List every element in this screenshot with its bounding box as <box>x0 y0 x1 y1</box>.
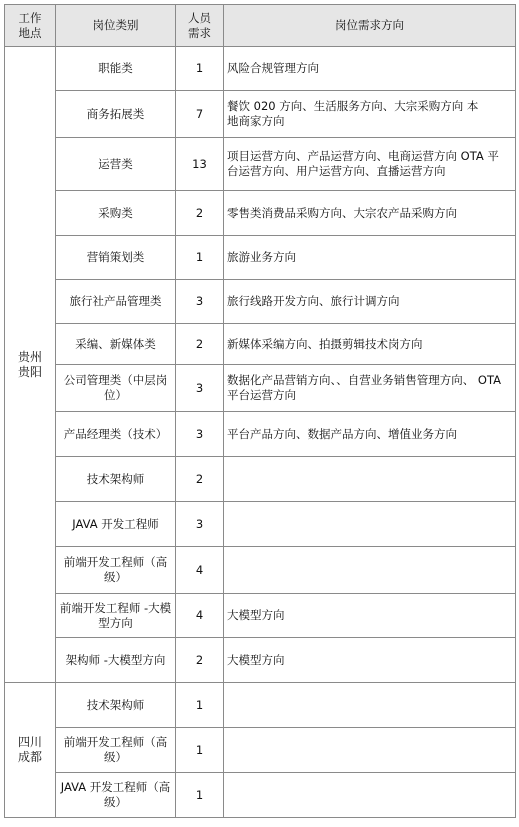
count-cell: 3 <box>176 502 224 547</box>
category-cell: 公司管理类（中层岗位） <box>56 365 176 412</box>
table-row <box>5 365 516 412</box>
header-region: 工作地点 <box>5 5 56 47</box>
table-row <box>5 236 516 280</box>
count-cell: 2 <box>176 638 224 683</box>
count-cell: 2 <box>176 191 224 236</box>
header-direction: 岗位需求方向 <box>224 5 516 47</box>
category-cell: 前端开发工程师（高级） <box>56 728 176 773</box>
category-cell: 采购类 <box>56 191 176 236</box>
category-cell: 架构师 -大模型方向 <box>56 638 176 683</box>
table-row <box>5 412 516 457</box>
direction-cell: 风险合规管理方向 <box>224 47 516 91</box>
category-cell: 运营类 <box>56 138 176 191</box>
table-row <box>5 638 516 683</box>
direction-cell: 平台产品方向、数据产品方向、增值业务方向 <box>224 412 516 457</box>
table-row <box>5 47 516 91</box>
count-cell: 1 <box>176 728 224 773</box>
table-row <box>5 138 516 191</box>
count-cell: 1 <box>176 773 224 818</box>
category-cell: 技术架构师 <box>56 457 176 502</box>
direction-cell: 新媒体采编方向、拍摄剪辑技术岗方向 <box>224 324 516 365</box>
table-row <box>5 91 516 138</box>
direction-cell: 餐饮 020 方向、生活服务方向、大宗采购方向 本地商家方向 <box>224 91 516 138</box>
table-row <box>5 324 516 365</box>
category-cell: 前端开发工程师 -大模型方向 <box>56 594 176 638</box>
category-cell: 采编、新媒体类 <box>56 324 176 365</box>
direction-cell: 旅游业务方向 <box>224 236 516 280</box>
direction-cell: 项目运营方向、产品运营方向、电商运营方向 OTA 平台运营方向、用户运营方向、直播运营方向 <box>224 138 516 191</box>
count-cell: 1 <box>176 683 224 728</box>
count-cell: 7 <box>176 91 224 138</box>
direction-cell: 旅行线路开发方向、旅行计调方向 <box>224 280 516 324</box>
header-row <box>5 5 516 47</box>
count-cell: 2 <box>176 324 224 365</box>
count-cell: 4 <box>176 594 224 638</box>
table-row <box>5 280 516 324</box>
direction-cell: 数据化产品营销方向、、自营业务销售管理方向、 OTA 平台运营方向 <box>224 365 516 412</box>
category-cell: 旅行社产品管理类 <box>56 280 176 324</box>
table-body <box>5 47 516 818</box>
count-cell: 3 <box>176 280 224 324</box>
header-category: 岗位类别 <box>56 5 176 47</box>
count-cell: 1 <box>176 47 224 91</box>
table-row <box>5 457 516 502</box>
count-cell: 2 <box>176 457 224 502</box>
direction-cell <box>224 728 516 773</box>
category-cell: JAVA 开发工程师（高级） <box>56 773 176 818</box>
direction-cell <box>224 547 516 594</box>
category-cell: 前端开发工程师（高级） <box>56 547 176 594</box>
direction-cell <box>224 773 516 818</box>
category-cell: 营销策划类 <box>56 236 176 280</box>
count-cell: 1 <box>176 236 224 280</box>
table-row <box>5 683 516 728</box>
table-row <box>5 773 516 818</box>
count-cell: 4 <box>176 547 224 594</box>
category-cell: 职能类 <box>56 47 176 91</box>
direction-cell: 大模型方向 <box>224 594 516 638</box>
category-cell: 商务拓展类 <box>56 91 176 138</box>
direction-cell: 零售类消费品采购方向、大宗农产品采购方向 <box>224 191 516 236</box>
table-row <box>5 502 516 547</box>
direction-cell <box>224 457 516 502</box>
category-cell: JAVA 开发工程师 <box>56 502 176 547</box>
region-cell: 贵州贵阳 <box>5 47 56 683</box>
category-cell: 技术架构师 <box>56 683 176 728</box>
direction-cell <box>224 683 516 728</box>
region-cell: 四川成都 <box>5 683 56 818</box>
table-row <box>5 191 516 236</box>
job-requirements-table <box>4 4 516 818</box>
direction-cell <box>224 502 516 547</box>
header-count: 人员需求 <box>176 5 224 47</box>
category-cell: 产品经理类（技术） <box>56 412 176 457</box>
count-cell: 3 <box>176 365 224 412</box>
table-row <box>5 594 516 638</box>
table-row <box>5 728 516 773</box>
direction-cell: 大模型方向 <box>224 638 516 683</box>
count-cell: 3 <box>176 412 224 457</box>
table-row <box>5 547 516 594</box>
count-cell: 13 <box>176 138 224 191</box>
